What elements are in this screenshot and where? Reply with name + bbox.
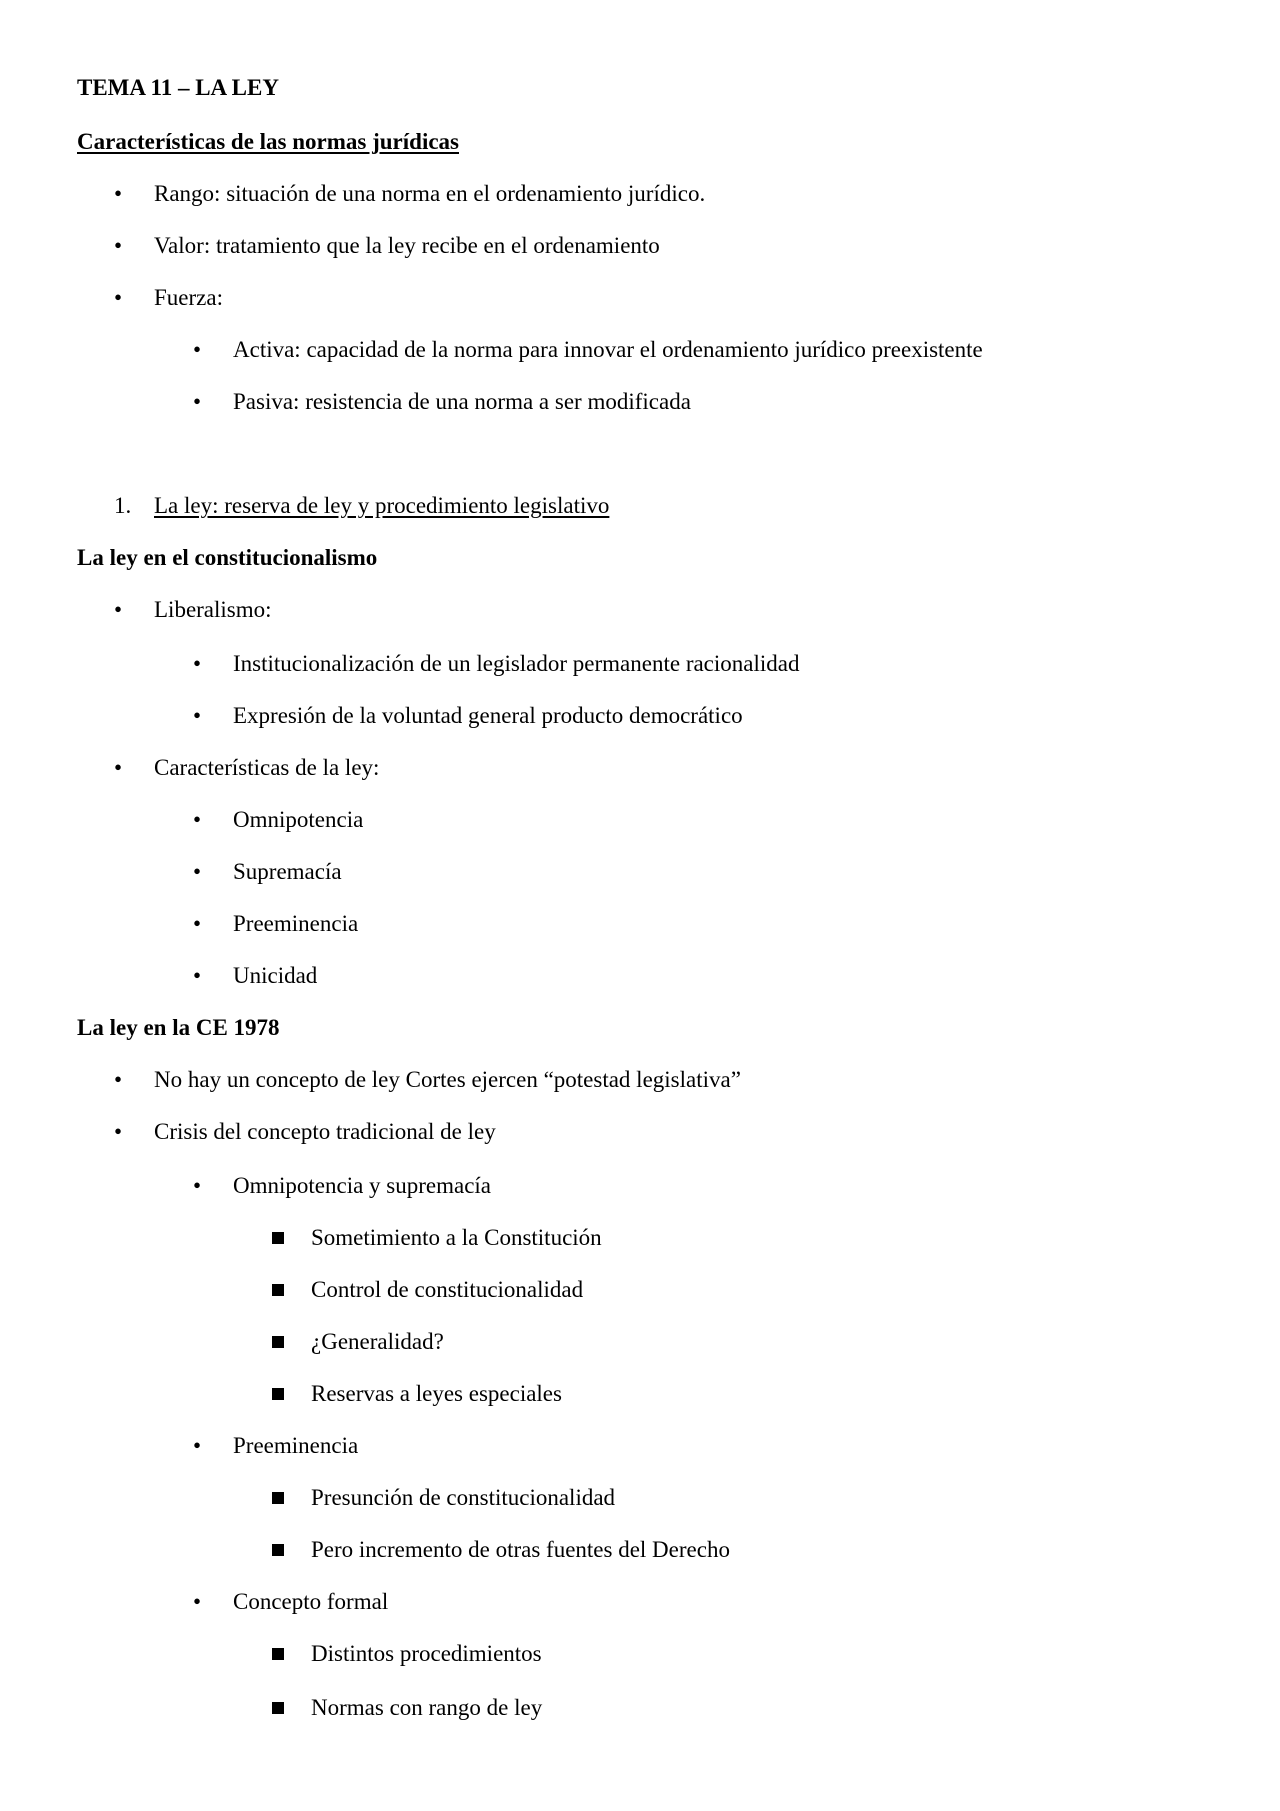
square-bullet-icon (272, 1492, 284, 1504)
list-subsubitem: Control de constitucionalidad (311, 1277, 584, 1302)
list-item: Crisis del concepto tradicional de ley (154, 1119, 496, 1144)
list-item: Rango: situación de una norma en el ordenamiento jurídico. (154, 181, 706, 206)
bullet-marker: • (193, 1589, 202, 1614)
bullet-marker: • (114, 597, 123, 622)
bullet-marker: • (193, 703, 202, 728)
list-item: No hay un concepto de ley Cortes ejercen “potestad legislativa” (154, 1067, 741, 1092)
square-bullet-icon (272, 1648, 284, 1660)
list-item: Características de la ley: (154, 755, 380, 780)
section-number: 1. (114, 493, 132, 518)
list-subsubitem: Reservas a leyes especiales (311, 1381, 562, 1406)
list-subsubitem: Pero incremento de otras fuentes del Derecho (311, 1537, 730, 1562)
square-bullet-icon (272, 1232, 284, 1244)
list-item: Fuerza: (154, 285, 223, 310)
bullet-marker: • (193, 911, 202, 936)
section-heading-caracteristicas: Características de las normas jurídicas (77, 129, 459, 154)
bullet-marker: • (193, 963, 202, 988)
document-title: TEMA 11 – LA LEY (77, 75, 279, 100)
bullet-marker: • (193, 859, 202, 884)
bullet-marker: • (114, 755, 123, 780)
list-item: Valor: tratamiento que la ley recibe en el ordenamiento (154, 233, 660, 258)
list-subitem: Omnipotencia y supremacía (233, 1173, 492, 1198)
bullet-marker: • (193, 1433, 202, 1458)
list-subitem: Supremacía (233, 859, 342, 884)
section-heading-constitucionalismo: La ley en el constitucionalismo (77, 545, 378, 570)
bullet-marker: • (114, 233, 123, 258)
list-subitem: Concepto formal (233, 1589, 389, 1614)
bullet-marker: • (193, 337, 202, 362)
list-subsubitem: Presunción de constitucionalidad (311, 1485, 616, 1510)
bullet-marker: • (193, 651, 202, 676)
list-subsubitem: Sometimiento a la Constitución (311, 1225, 602, 1250)
square-bullet-icon (272, 1702, 284, 1714)
list-item: Liberalismo: (154, 597, 272, 622)
list-subitem: Activa: capacidad de la norma para innovar el ordenamiento jurídico preexistente (233, 337, 983, 362)
list-subsubitem: Distintos procedimientos (311, 1641, 542, 1666)
list-subsubitem: Normas con rango de ley (311, 1695, 543, 1720)
list-subitem: Omnipotencia (233, 807, 364, 832)
list-subitem: Pasiva: resistencia de una norma a ser modificada (233, 389, 691, 414)
bullet-marker: • (114, 1067, 123, 1092)
list-subitem: Preeminencia (233, 1433, 359, 1458)
list-subitem: Preeminencia (233, 911, 359, 936)
square-bullet-icon (272, 1284, 284, 1296)
bullet-marker: • (114, 285, 123, 310)
bullet-marker: • (114, 1119, 123, 1144)
bullet-marker: • (114, 181, 123, 206)
bullet-marker: • (193, 389, 202, 414)
square-bullet-icon (272, 1388, 284, 1400)
list-subitem: Unicidad (233, 963, 318, 988)
list-subitem: Institucionalización de un legislador permanente racionalidad (233, 651, 800, 676)
list-subsubitem: ¿Generalidad? (311, 1329, 444, 1354)
square-bullet-icon (272, 1336, 284, 1348)
bullet-marker: • (193, 1173, 202, 1198)
bullet-marker: • (193, 807, 202, 832)
section-heading-ce1978: La ley en la CE 1978 (77, 1015, 280, 1040)
numbered-section-title: La ley: reserva de ley y procedimiento legislativo (154, 493, 610, 518)
list-subitem: Expresión de la voluntad general producto democrático (233, 703, 743, 728)
square-bullet-icon (272, 1544, 284, 1556)
